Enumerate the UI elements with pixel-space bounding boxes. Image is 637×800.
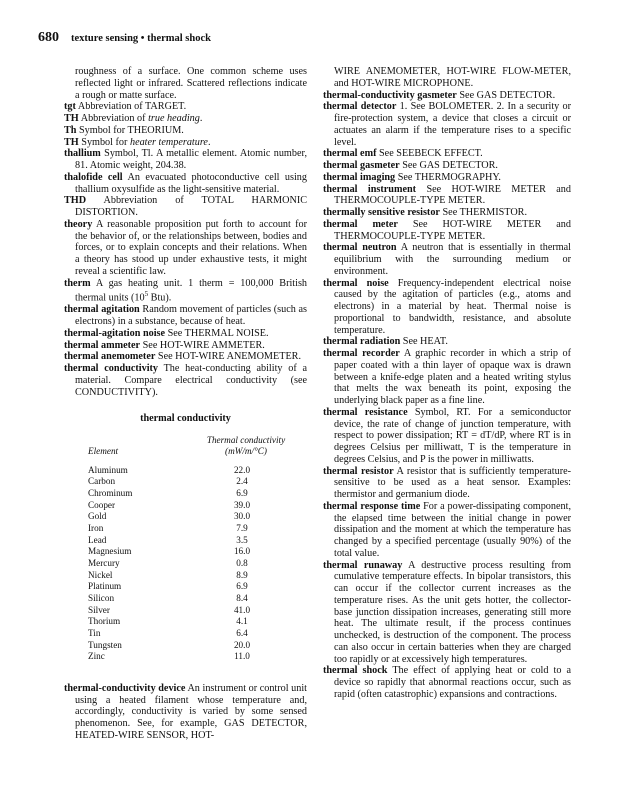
- dictionary-entry: [323, 665, 571, 700]
- entry-definition: A reasonable proposition put forth to account for the behavior of, or the relationships between, bodies and forces, or to explain concepts and their relations. When a theory has stood up under exhaustive tests, it might reveal a scientific law.: [75, 218, 308, 277]
- entry-term: thermal ammeter: [64, 339, 141, 351]
- left-continuation: roughness of a surface. One common scheme uses reflected light or infrared. Scattered reflections indicate a rough or matte surface.: [75, 66, 307, 101]
- entry-definition: A destructive process resulting from cumulative temperature effects. In bipolar transistors, this can occur if the collector current increases as the temperature rises. As the unit gets hotter, the collector-base junction dissipation increases, generating still more heat. The ultimate result, if the process continues unchecked, is destruction of the component. The process can also occur in certain batteries when they are charged too rapidly or at excessively high temperatures.: [334, 559, 572, 665]
- entry-term: thermal runaway: [323, 559, 403, 571]
- page-number: 680: [38, 30, 59, 45]
- entry-trailing: Btu).: [148, 292, 172, 304]
- dictionary-entry: [323, 207, 571, 219]
- dictionary-entry: [323, 148, 571, 160]
- entry-definition: Symbol, Tl. A metallic element. Atomic number, 81. Atomic weight, 204.38.: [75, 148, 307, 171]
- entry-definition: A resistor that is sufficiently temperature-sensitive to be used as a heat sensor. Examples: thermistor and germanium diode.: [334, 465, 572, 500]
- table-row: [88, 465, 307, 477]
- table-cell-value: 6.9: [236, 488, 248, 499]
- table-cell-value: 3.5: [236, 534, 248, 545]
- table-cell-value: 39.0: [233, 499, 251, 510]
- entry-definition: A graphic recorder in which a strip of paper coated with a thin layer of opaque wax is drawn between a knife-edge platen and a heated writing stylus that melts the wax beneath its point, exposing the underlying black paper as a fine line.: [334, 348, 572, 406]
- table-title: thermal conductivity: [140, 413, 231, 425]
- entry-definition: See SEEBECK EFFECT.: [379, 148, 483, 160]
- entry-definition: An evacuated photoconductive cell using thallium oxysulfide as the light-sensitive material.: [75, 171, 307, 195]
- entry-term: thallium: [64, 148, 101, 160]
- entry-term: therm: [64, 277, 91, 289]
- entry-definition: Abbreviation of TOTAL HARMONIC DISTORTION.: [75, 195, 308, 218]
- entry-definition: See GAS DETECTOR.: [459, 89, 556, 101]
- entry-definition: See THERMOGRAPHY.: [397, 171, 501, 183]
- dictionary-entry: [323, 183, 571, 208]
- dictionary-entry: [323, 465, 572, 501]
- entry-definition: The heat-conducting ability of a material. Compare electrical conductivity (see CONDUCTIVITY).: [75, 363, 307, 398]
- table-cell-value: 20.0: [233, 639, 251, 650]
- dictionary-entry: [323, 171, 571, 184]
- entry-definition: See HOT-WIRE ANEMOMETER.: [157, 351, 302, 363]
- dictionary-entry: [64, 327, 307, 340]
- table-row: [88, 581, 307, 593]
- table-cell-element: Platinum: [88, 581, 122, 592]
- table-cell-element: Carbon: [88, 476, 116, 487]
- table-cell-element: Tungsten: [88, 639, 122, 650]
- entry-definition: Symbol, RT. For a semiconductor device, the rate of change of junction temperature, with respect to power dissipation; RT = dT/dP, where RT is in degrees Celsius per milliwatt, T is the temperature in degrees Celsius, and P is the power in milliwatts.: [334, 406, 572, 465]
- dictionary-entry: [64, 124, 307, 137]
- dictionary-entry: [64, 171, 307, 196]
- entry-definition: See HOT-WIRE METER and THERMOCOUPLE-TYPE METER.: [334, 218, 571, 242]
- entry-definition: The effect of applying heat or cold to a device so rapidly that abnormal reactions occur, such as rapid (often catastrophic) expansions and contractions.: [334, 665, 571, 700]
- entry-term: thermal imaging: [323, 171, 396, 183]
- table-row: [88, 488, 307, 500]
- table-cell-element: Lead: [88, 534, 107, 545]
- left-entry-list: [64, 101, 307, 398]
- entry-term: THD: [64, 195, 87, 207]
- entry-term: TH: [64, 113, 79, 124]
- dictionary-entry: [64, 339, 307, 352]
- dictionary-entry: [323, 89, 571, 102]
- entry-term: thermal-conductivity device: [64, 682, 186, 694]
- entry-definition: See GAS DETECTOR.: [402, 160, 498, 171]
- entry-definition: Abbreviation of: [80, 113, 149, 124]
- table-cell-element: Chrominum: [88, 488, 133, 499]
- entry-trailing: .: [199, 113, 203, 124]
- entry-term: thermal resistor: [323, 465, 394, 477]
- dictionary-entry: [64, 195, 308, 219]
- table-cell-value: 16.0: [233, 546, 251, 557]
- table-row: [88, 651, 307, 663]
- table-row: [88, 640, 307, 652]
- table-header: [88, 435, 307, 458]
- entry-definition: Random movement of particles (such as electrons) in a substance, because of heat.: [75, 304, 307, 328]
- table-row: [88, 605, 307, 617]
- table-row: [88, 593, 307, 605]
- entry-definition: An instrument or control unit using a heated filament whose temperature and, accordingly, conductivity is varied by some sensed phenomenon. See, for example, GAS DETECTOR, HEATED-WIRE SENSOR, HOT-: [75, 682, 308, 741]
- table-cell-value: 4.1: [236, 616, 248, 627]
- table-header-element: Element: [88, 446, 119, 457]
- entry-definition: See HEAT.: [402, 336, 448, 348]
- entry-definition: For a power-dissipating component, the elapsed time between the initial change in power dissipation and the moment at which the temperature has changed by a specified percentage (usually 90%) of the total value.: [334, 500, 571, 559]
- entry-definition: Symbol for: [81, 136, 130, 148]
- table-cell-value: 22.0: [233, 464, 251, 475]
- dictionary-entry: [64, 304, 307, 328]
- table-row: [88, 511, 307, 523]
- table-cell-element: Magnesium: [88, 546, 132, 557]
- entry-italic: true heading: [148, 113, 200, 124]
- dictionary-entry: [64, 682, 308, 742]
- right-column: [323, 66, 571, 701]
- table-cell-element: Silicon: [88, 593, 115, 604]
- left-after-table-entries: [64, 683, 307, 742]
- entry-definition: A neutron that is essentially in thermal equilibrium with the surrounding medium or environment.: [334, 242, 572, 277]
- entry-term: thermal resistance: [323, 406, 408, 418]
- entry-term: tgt: [64, 101, 76, 113]
- table-row: [88, 616, 307, 628]
- dictionary-entry: [323, 559, 572, 666]
- table-cell-element: Iron: [88, 523, 104, 534]
- table-cell-element: Aluminum: [88, 464, 128, 475]
- table-cell-element: Zinc: [88, 651, 105, 662]
- table-body: [88, 465, 307, 663]
- dictionary-entry: [323, 277, 571, 337]
- dictionary-entry: [64, 136, 307, 149]
- table-cell-value: 8.4: [236, 593, 248, 604]
- dictionary-entry: [64, 113, 307, 125]
- dictionary-entry: [64, 218, 308, 278]
- table-cell-value: 41.0: [233, 604, 251, 615]
- table-cell-value: 7.9: [236, 523, 248, 534]
- entry-definition: See HOT-WIRE METER and THERMOCOUPLE-TYPE METER.: [334, 183, 571, 207]
- dictionary-entry: [323, 160, 571, 172]
- entry-term: thermal anemometer: [64, 351, 156, 363]
- entry-term: thermal-conductivity gasmeter: [323, 89, 457, 101]
- table-cell-element: Tin: [88, 627, 101, 638]
- dictionary-entry: [64, 277, 308, 305]
- entry-definition: See THERMAL NOISE.: [167, 327, 269, 339]
- dictionary-entry: [64, 363, 307, 398]
- table-header-conductivity: [191, 435, 301, 458]
- entry-definition: See THERMISTOR.: [442, 207, 528, 218]
- table-row: [88, 546, 307, 558]
- entry-superscript: 5: [144, 290, 149, 299]
- table-row: [88, 558, 307, 570]
- entry-term: thermal meter: [323, 218, 398, 230]
- table-header-conductivity-unit: (mW/m/°C): [225, 446, 267, 457]
- entry-term: Th: [64, 124, 77, 136]
- table-header-conductivity-label: Thermal conductivity: [206, 435, 286, 446]
- right-entry-list: [323, 90, 571, 701]
- entry-term: thermal noise: [323, 277, 389, 289]
- entry-term: thermal instrument: [323, 183, 417, 195]
- table-cell-element: Nickel: [88, 569, 113, 580]
- entry-term: thermal radiation: [323, 336, 401, 348]
- entry-italic: heater temperature: [129, 136, 208, 148]
- entry-term: thermally sensitive resistor: [323, 207, 440, 218]
- entry-term: thermal-agitation noise: [64, 327, 166, 339]
- entry-definition: See HOT-WIRE AMMETER.: [142, 339, 265, 351]
- entry-term: thermal emf: [323, 148, 377, 160]
- dictionary-entry: [323, 500, 571, 560]
- dictionary-entry: [64, 101, 307, 113]
- table-cell-element: Gold: [88, 511, 107, 522]
- table-cell-element: Mercury: [88, 558, 120, 569]
- entry-definition: Symbol for THEORIUM.: [79, 124, 184, 136]
- dictionary-entry: [323, 336, 571, 348]
- table-cell-element: Cooper: [88, 499, 116, 510]
- table-cell-value: 8.9: [236, 569, 248, 580]
- entry-trailing: .: [207, 136, 211, 148]
- table-row: [88, 570, 307, 582]
- table-cell-element: Thorium: [88, 616, 121, 627]
- entry-term: thermal response time: [323, 500, 421, 512]
- dictionary-entry: [323, 218, 571, 243]
- entry-term: thermal recorder: [323, 348, 400, 359]
- entry-term: theory: [64, 218, 93, 230]
- table-row: [88, 523, 307, 535]
- running-title: texture sensing • thermal shock: [71, 33, 211, 44]
- entry-definition: A gas heating unit. 1 therm = 100,000 British thermal units (10: [75, 277, 308, 304]
- entry-definition: Frequency-independent electrical noise caused by the agitation of particles (e.g., atoms and electrons) in a material by heat. Thermal noise is proportional to bandwidth, resistance, and absolute temperature.: [334, 277, 571, 336]
- table-row: [88, 628, 307, 640]
- dictionary-entry: [64, 351, 307, 363]
- entry-term: thermal detector: [323, 101, 397, 113]
- entry-term: thalofide cell: [64, 171, 123, 183]
- entry-term: TH: [64, 136, 79, 148]
- dictionary-entry: [323, 348, 572, 407]
- entry-term: thermal gasmeter: [323, 160, 400, 171]
- table-cell-value: 30.0: [233, 511, 251, 522]
- entry-term: thermal agitation: [64, 304, 140, 316]
- entry-term: thermal shock: [323, 665, 388, 677]
- entry-term: thermal conductivity: [64, 363, 159, 375]
- table-cell-value: 11.0: [234, 651, 250, 662]
- entry-definition: Abbreviation of TARGET.: [77, 101, 187, 113]
- page-header: [38, 28, 211, 46]
- dictionary-entry: [64, 148, 307, 172]
- table-row: [88, 476, 307, 488]
- dictionary-entry: [323, 242, 572, 277]
- left-column: [64, 66, 307, 742]
- table-cell-value: 6.4: [236, 627, 248, 638]
- dictionary-entry: [323, 101, 571, 148]
- table-row: [88, 500, 307, 512]
- table-cell-element: Silver: [88, 604, 110, 615]
- table-cell-value: 0.8: [236, 558, 248, 569]
- entry-definition: 1. See BOLOMETER. 2. In a security or fire-protection system, a device that closes a circuit or actuates an alarm if the temperature rises to a specific level.: [334, 101, 571, 148]
- table-cell-value: 2.4: [236, 476, 248, 487]
- right-continuation: WIRE ANEMOMETER, HOT-WIRE FLOW-METER, and HOT-WIRE MICROPHONE.: [334, 66, 571, 89]
- table-row: [88, 535, 307, 547]
- table-cell-value: 6.9: [236, 581, 248, 592]
- dictionary-entry: [323, 406, 572, 466]
- conductivity-table: [88, 435, 307, 663]
- entry-term: thermal neutron: [323, 242, 397, 254]
